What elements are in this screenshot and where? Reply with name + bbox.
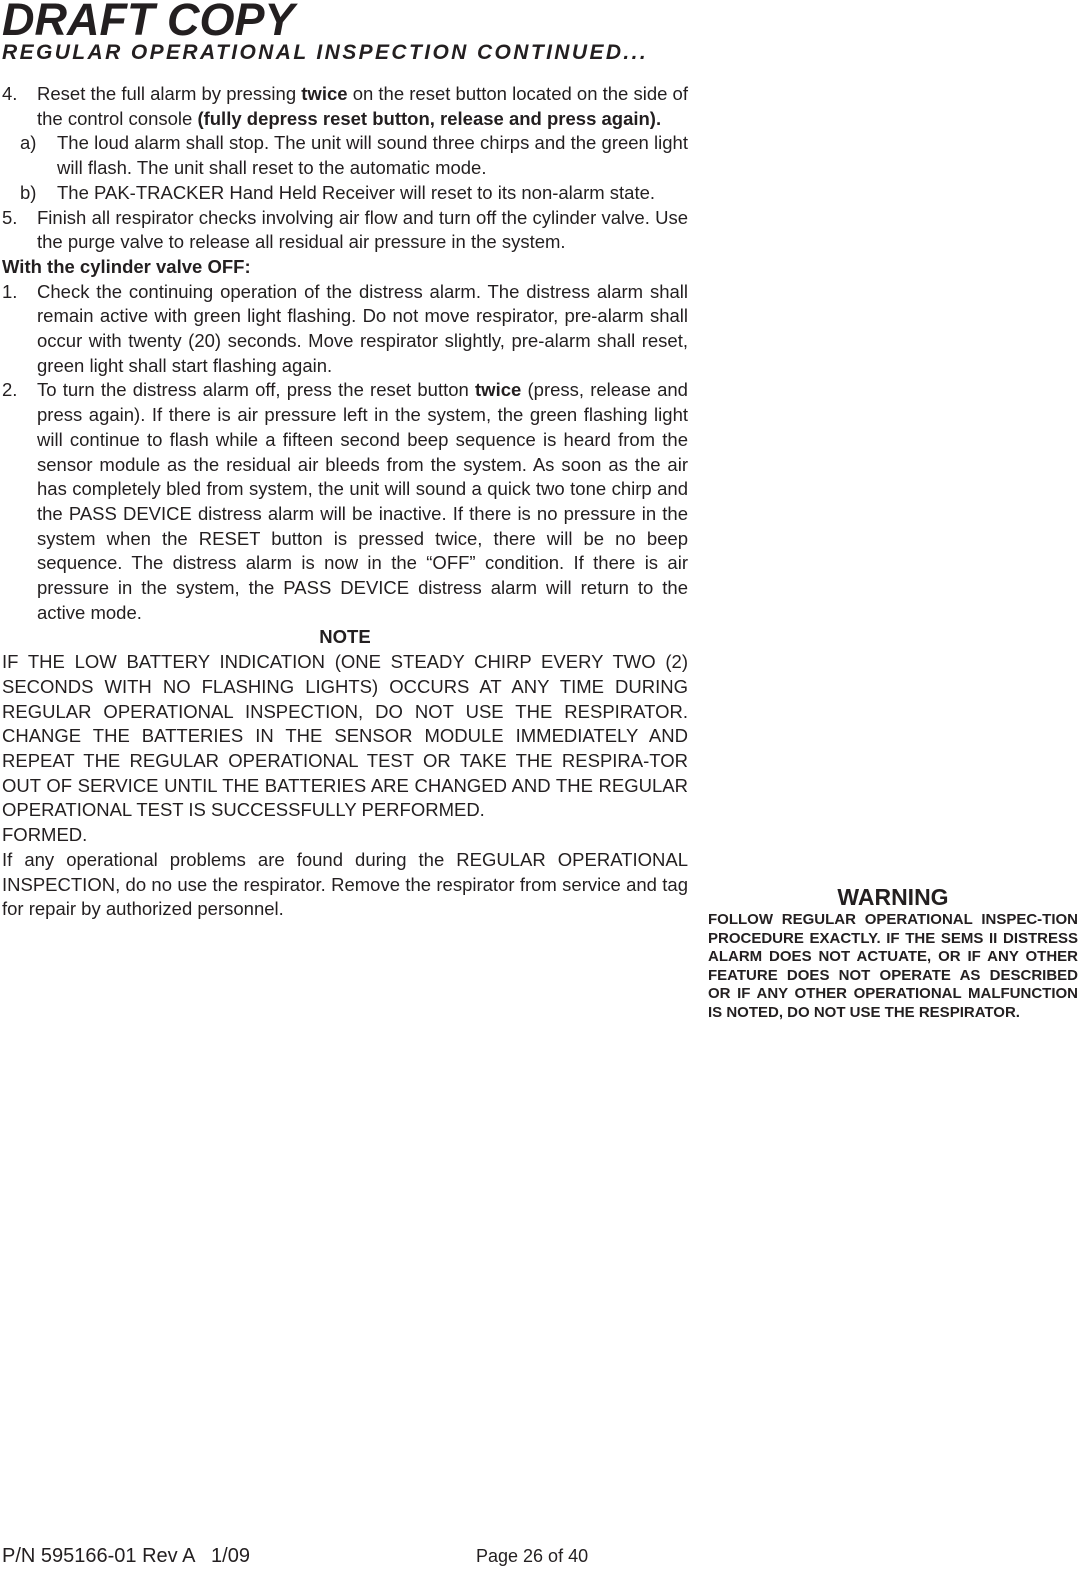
emphasis-instruction: (fully depress reset button, release and press again). [197,107,662,129]
emphasis-twice: twice [475,379,522,401]
warning-box [708,883,1078,1023]
cylinder-off-step-2 [2,378,688,625]
step-4a [2,131,688,180]
page-number: Page 26 of 40 [476,1546,589,1566]
draft-watermark-title: DRAFT COPY [2,0,295,45]
part-number: P/N 595166-01 Rev A 1/09 [2,1545,250,1567]
step-text: Reset the full alarm by pressing [37,83,302,104]
step-number: 1. [2,280,18,302]
note-title: NOTE [319,626,371,648]
section-title: REGULAR OPERATIONAL INSPECTION CONTINUED... [2,41,649,64]
cylinder-off-step-1 [2,280,688,379]
main-column [2,82,688,922]
step-4 [2,82,688,131]
step-text: on the reset button located on the side of the control console [37,83,688,129]
substep-letter: b) [20,181,37,203]
step-text: To turn the distress alarm off, press the reset button [37,379,476,401]
warning-title: WARNING [837,884,949,910]
substep-text: The PAK-TRACKER Hand Held Receiver will reset to its non-alarm state. [57,181,656,203]
step-number: 4. [2,83,18,104]
substep-letter: a) [20,132,37,154]
step-text: Check the continuing operation of the distress alarm. The distress alarm shall remain active with green light flashing. Do not move respirator, pre-alarm shall occur with twenty (20) seconds. Move respirator slightly, pre-alarm shall reset, green light shall start flashing again. [37,280,688,376]
step-4b [2,181,688,206]
step-text: Finish all respirator checks involving air flow and turn off the cylinder valve. Use the purge valve to release all residual air pressure in the system. [37,206,688,253]
step-number: 5. [2,206,18,228]
warning-body: FOLLOW REGULAR OPERATIONAL INSPEC-TION PROCEDURE EXACTLY. IF THE SEMS II DISTRESS ALARM DOES NOT ACTUATE, OR IF ANY OTHER FEATURE DOES NOT OPERATE AS DESCRIBED OR IF ANY OTHER OPERATIONAL MALFUNCTION IS NOTED, DO NOT USE THE RESPIRATOR. [708,911,1078,1021]
note-closing: If any operational problems are found during the REGULAR OPERATIONAL INSPECTION, do no use the respirator. Remove the respirator from service and tag for repair by authorized personnel. [2,848,688,920]
note-body: IF THE LOW BATTERY INDICATION (ONE STEADY CHIRP EVERY TWO (2) SECONDS WITH NO FLASHING LIGHTS) OCCURS AT ANY TIME DURING REGULAR OPERATIONAL INSPECTION, DO NOT USE THE RESPIRATOR. CHANGE THE BATTERIES IN THE SENSOR MODULE IMMEDIATELY AND REPEAT THE REGULAR OPERATIONAL TEST OR TAKE THE RESPIRA-TOR OUT OF SERVICE UNTIL THE BATTERIES ARE CHANGED AND THE REGULAR OPERATIONAL TEST IS SUCCESSFULLY PERFORMED. [2,651,688,821]
cylinder-off-heading: With the cylinder valve OFF: [2,255,251,277]
step-5 [2,206,688,255]
step-text: (press, release and press again). If there is air pressure left in the system, the green flashing light will continue to flash while a fifteen second beep sequence is heard from the sensor module as the residual air bleeds from the system. As soon as the air has completely bled from system, the unit will sound a quick two tone chirp and the PASS DEVICE distress alarm will be inactive. If there is no pressure in the system when the RESET button is pressed twice, there will be no beep sequence. The distress alarm is now in the “OFF” condition. If there is air pressure in the system, the PASS DEVICE distress alarm will return to the active mode. [37,379,688,623]
note-extra: FORMED. [2,824,88,846]
emphasis-twice: twice [301,83,348,104]
step-number: 2. [2,379,18,401]
substep-text: The loud alarm shall stop. The unit will sound three chirps and the green light will flash. The unit shall reset to the automatic mode. [57,132,688,179]
